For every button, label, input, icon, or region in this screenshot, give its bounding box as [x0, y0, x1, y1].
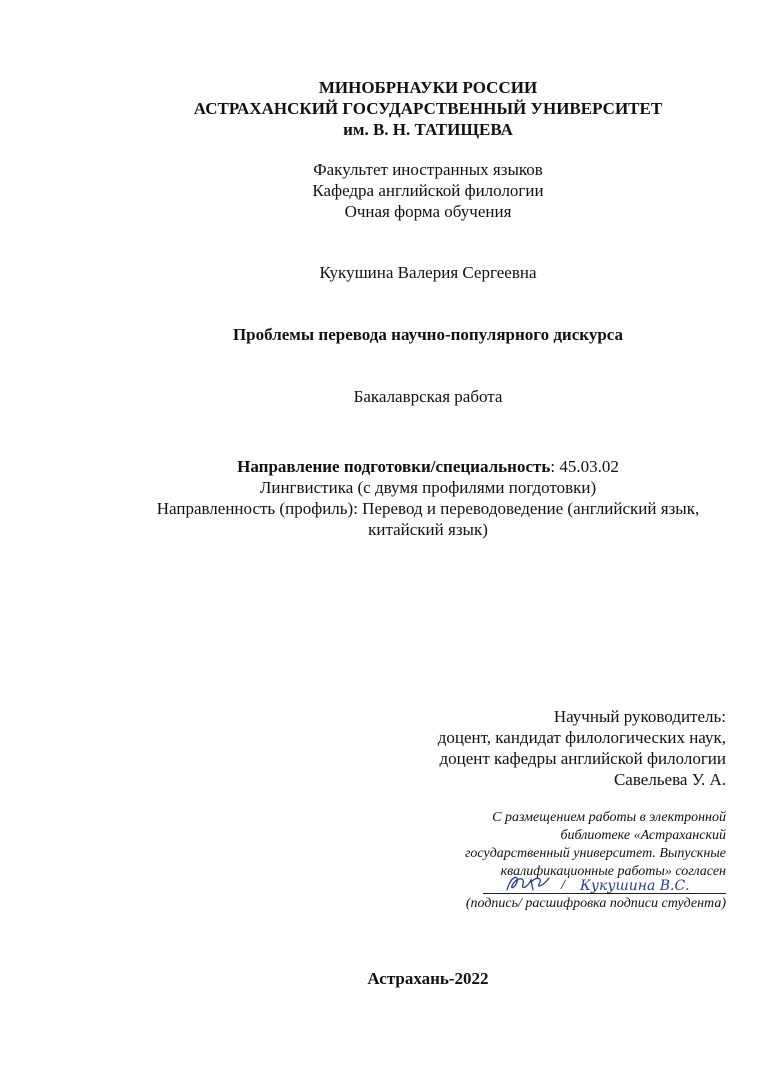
university-name: АСТРАХАНСКИЙ ГОСУДАРСТВЕННЫЙ УНИВЕРСИТЕТ	[193, 99, 663, 118]
signature-caption: (подпись/ расшифровка подписи студента)	[465, 896, 726, 911]
city-year: Астрахань-2022	[367, 969, 489, 988]
handwritten-name-text: Кукушина В.С.	[580, 878, 690, 894]
ministry-line: МИНОБРНАУКИ РОССИИ	[318, 78, 538, 97]
consent-text	[416, 809, 726, 881]
direction-profile-cont: китайский язык)	[368, 520, 488, 539]
student-signature	[503, 872, 555, 896]
consent-line-3: государственный университет. Выпускные	[464, 846, 726, 861]
faculty-block	[92, 159, 764, 222]
thesis-title: Проблемы перевода научно-популярного дискурса	[232, 325, 624, 344]
author-name: Кукушина Валерия Сергеевна	[319, 263, 537, 282]
supervisor-heading: Научный руководитель:	[553, 707, 726, 726]
university-header	[92, 77, 764, 140]
faculty-name: Факультет иностранных языков	[313, 160, 543, 179]
supervisor-block	[386, 706, 726, 790]
direction-line	[133, 456, 723, 477]
consent-line-2: библиотеке «Астраханский	[560, 828, 726, 843]
supervisor-name: Савельева У. А.	[613, 770, 726, 789]
direction-profile: Направленность (профиль): Перевод и переводоведение (английский язык,	[156, 499, 700, 518]
department-name: Кафедра английской филологии	[312, 181, 544, 200]
direction-block	[133, 456, 723, 540]
direction-code: : 45.03.02	[550, 457, 619, 476]
work-type: Бакалаврская работа	[353, 387, 503, 406]
consent-line-4: квалификационные работы» согласен	[500, 864, 726, 879]
consent-line-1: С размещением работы в электронной	[492, 810, 726, 825]
signature-separator: /	[561, 877, 566, 893]
supervisor-title-2: доцент кафедры английской филологии	[439, 749, 726, 768]
handwritten-name	[576, 874, 706, 894]
university-named-after: им. В. Н. ТАТИЩЕВА	[343, 120, 513, 139]
supervisor-title-1: доцент, кандидат филологических наук,	[437, 728, 726, 747]
study-form: Очная форма обучения	[344, 202, 512, 221]
direction-label: Направление подготовки/специальность	[237, 457, 551, 476]
direction-specialty: Лингвистика (с двумя профилями погдотовки)	[259, 478, 597, 497]
signature-row	[483, 874, 726, 896]
